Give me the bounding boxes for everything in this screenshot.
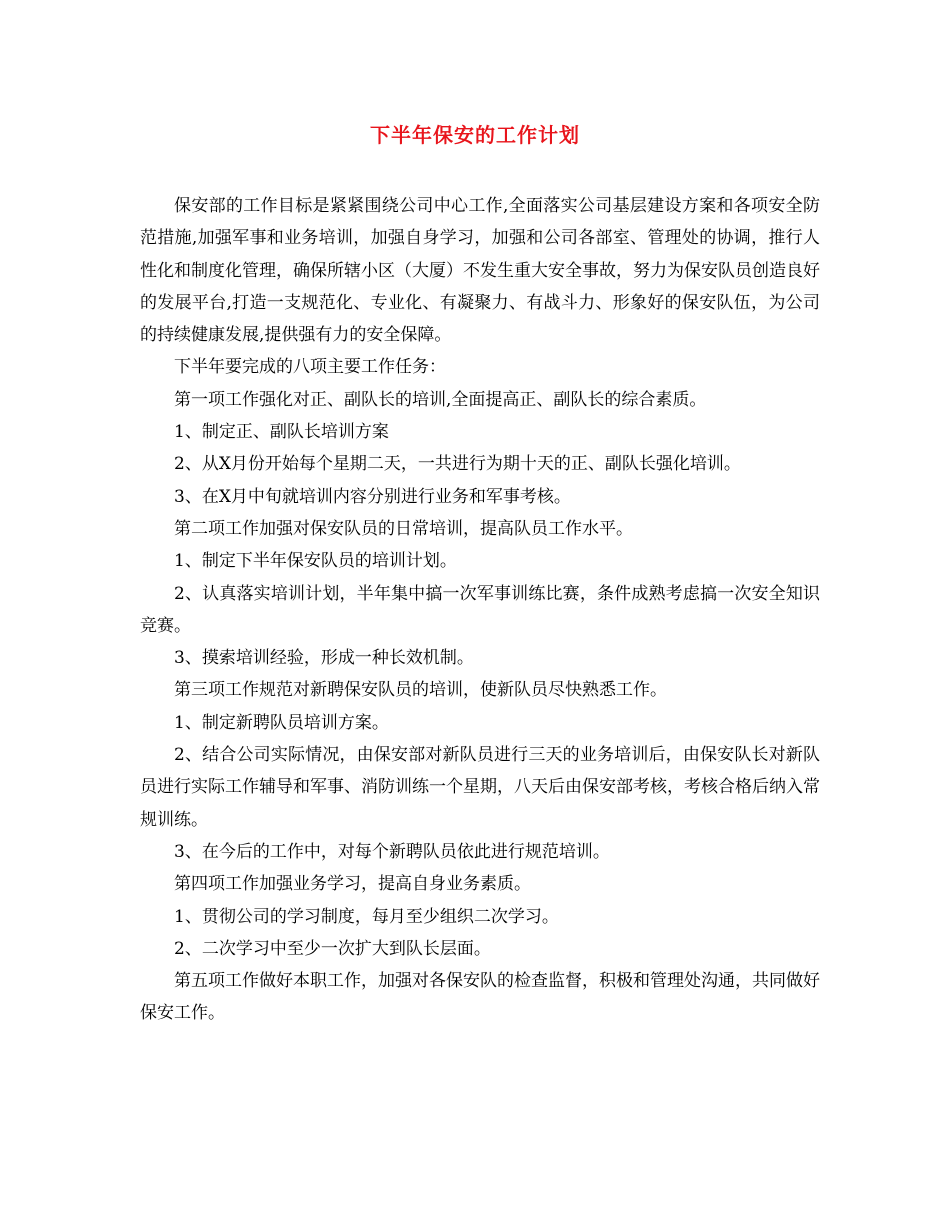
document-title: 下半年保安的工作计划 <box>370 123 580 147</box>
paragraph-tasks-intro: 下半年要完成的八项主要工作任务： <box>174 357 446 378</box>
paragraph-task-2-item-2: 2、认真落实培训计划，半年集中搞一次军事训练比赛，条件成熟考虑搞一次安全知识竞赛。 <box>140 583 820 636</box>
paragraph-goal: 保安部的工作目标是紧紧围绕公司中心工作,全面落实公司基层建设方案和各项安全防范措施,加强军事和业务培训，加强自身学习，加强和公司各部室、管理处的协调，推行人性化和制度化管理，确保所辖小区（大厦）不发生重大安全事故，努力为保安队员创造良好的发展平台,打造一支规范化、专业化、有凝聚力、有战斗力、形象好的保安队伍，为公司的持续健康发展,提供强有力的安全保障。 <box>140 196 820 346</box>
paragraph-task-2-item-3: 3、摸索培训经验，形成一种长效机制。 <box>174 648 474 669</box>
document-body <box>140 190 820 1030</box>
paragraph-task-3-item-1: 1、制定新聘队员培训方案。 <box>174 712 389 733</box>
paragraph-task-1-item-2: 2、从X月份开始每个星期二天，一共进行为期十天的正、副队长强化培训。 <box>174 454 741 475</box>
paragraph-task-3-item-3: 3、在今后的工作中，对每个新聘队员依此进行规范培训。 <box>174 841 610 862</box>
paragraph-task-1-heading: 第一项工作强化对正、副队长的培训,全面提高正、副队长的综合素质。 <box>174 389 707 410</box>
paragraph-task-2-item-1: 1、制定下半年保安队员的培训计划。 <box>174 551 457 572</box>
paragraph-task-4-heading: 第四项工作加强业务学习，提高自身业务素质。 <box>174 874 531 895</box>
paragraph-task-1-item-1: 1、制定正、副队长培训方案 <box>174 422 389 443</box>
paragraph-task-3-heading: 第三项工作规范对新聘保安队员的培训，使新队员尽快熟悉工作。 <box>174 680 667 701</box>
paragraph-task-5-heading: 第五项工作做好本职工作，加强对各保安队的检查监督，积极和管理处沟通，共同做好保安工作。 <box>140 971 820 1024</box>
paragraph-task-3-item-2: 2、结合公司实际情况，由保安部对新队员进行三天的业务培训后，由保安队长对新队员进行实际工作辅导和军事、消防训练一个星期，八天后由保安部考核，考核合格后纳入常规训练。 <box>140 745 820 830</box>
paragraph-task-2-heading: 第二项工作加强对保安队员的日常培训，提高队员工作水平。 <box>174 518 633 539</box>
paragraph-task-4-item-2: 2、二次学习中至少一次扩大到队长层面。 <box>174 938 491 959</box>
paragraph-task-4-item-1: 1、贯彻公司的学习制度，每月至少组织二次学习。 <box>174 906 559 927</box>
paragraph-task-1-item-3: 3、在X月中旬就培训内容分别进行业务和军事考核。 <box>174 486 571 507</box>
